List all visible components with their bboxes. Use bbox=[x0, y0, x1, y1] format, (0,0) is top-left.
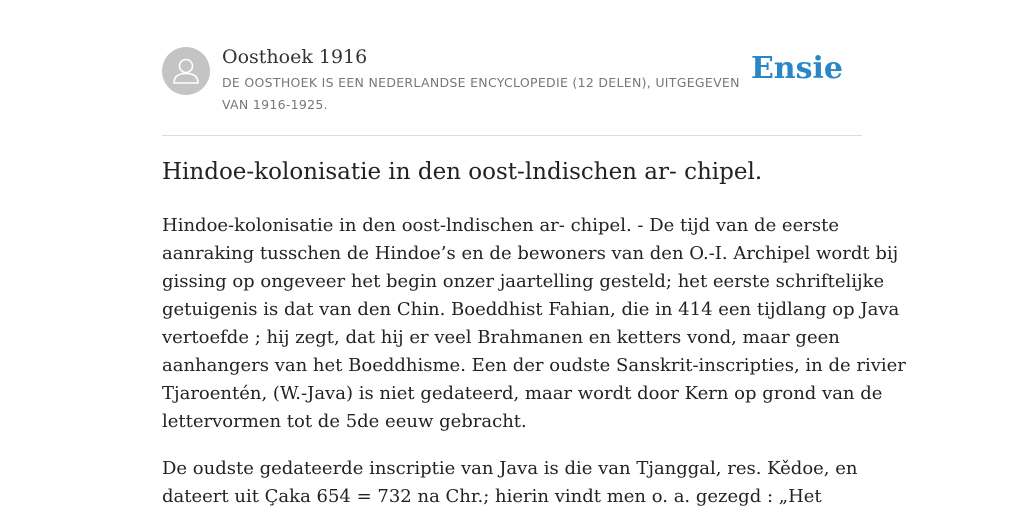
paragraph-line: aanhangers van het Boeddhisme. Een der oudste Sanskrit-inscripties, in de rivier bbox=[162, 355, 906, 376]
site-description-line: VAN 1916-1925. bbox=[222, 97, 328, 112]
paragraph-line: gissing op ongeveer het begin onzer jaartelling gesteld; het eerste schriftelijke bbox=[162, 271, 885, 292]
site-header bbox=[162, 0, 862, 136]
article-paragraph bbox=[162, 455, 862, 511]
ensie-logo[interactable]: Ensie bbox=[750, 51, 843, 86]
paragraph-line: getuigenis is dat van den Chin. Boeddhist Fahian, die in 414 een tijdlang op Java bbox=[162, 299, 900, 320]
article-paragraph bbox=[162, 212, 906, 436]
paragraph-line: aanraking tusschen de Hindoe’s en de bewoners van den O.-I. Archipel wordt bij bbox=[162, 243, 899, 264]
paragraph-line: De oudste gedateerde inscriptie van Java is die van Tjanggal, res. Kědoe, en bbox=[162, 458, 858, 479]
paragraph-line: Hindoe-kolonisatie in den oost-lndischen ar- chipel. - De tijd van de eerste bbox=[162, 215, 839, 236]
article-title: Hindoe-kolonisatie in den oost-lndischen ar- chipel. bbox=[162, 159, 763, 185]
site-title[interactable]: Oosthoek 1916 bbox=[222, 46, 368, 68]
paragraph-line: vertoefde ; hij zegt, dat hij er veel Brahmanen en ketters vond, maar geen bbox=[162, 327, 840, 348]
site-description-line: DE OOSTHOEK IS EEN NEDERLANDSE ENCYCLOPEDIE (12 DELEN), UITGEGEVEN bbox=[222, 75, 740, 90]
page-container bbox=[162, 0, 906, 507]
paragraph-line: lettervormen tot de 5de eeuw gebracht. bbox=[162, 411, 527, 432]
paragraph-line: Tjaroentén, (W.-Java) is niet gedateerd, maar wordt door Kern op grond van de bbox=[162, 383, 883, 404]
site-description bbox=[222, 72, 762, 116]
paragraph-line: dateert uit Çaka 654 = 732 na Chr.; hierin vindt men o. a. gezegd : „Het bbox=[162, 486, 822, 507]
user-silhouette-icon bbox=[162, 47, 210, 95]
avatar[interactable] bbox=[162, 47, 210, 95]
